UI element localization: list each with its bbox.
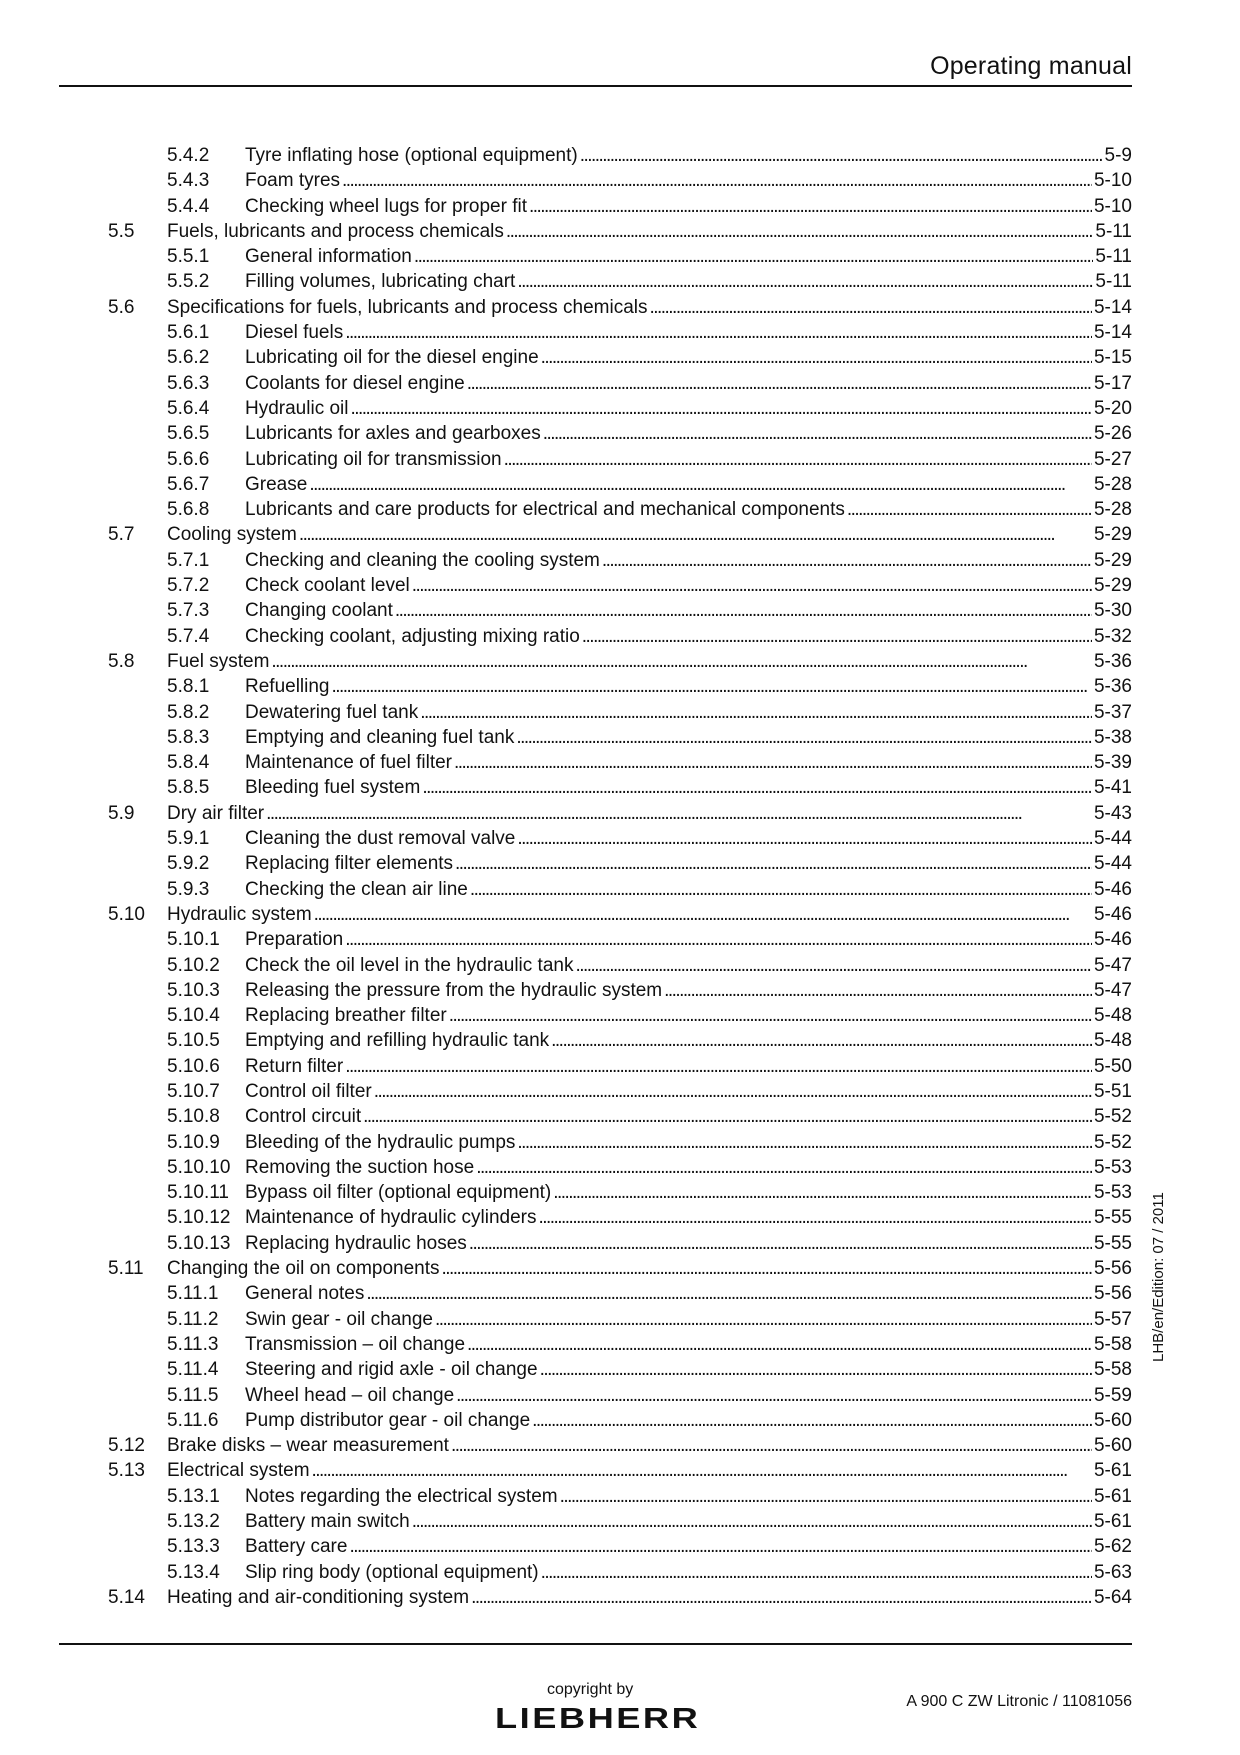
- toc-dot-leader: [412, 573, 1092, 598]
- toc-entry-title: Dewatering fuel tank: [245, 701, 419, 723]
- toc-entry: [0, 421, 1240, 446]
- toc-entry-number: 5.6.5: [167, 423, 210, 445]
- toc-entry-page: 5-43: [1093, 802, 1132, 824]
- toc-entry: [0, 573, 1240, 598]
- toc-entry-title: Battery care: [245, 1536, 348, 1558]
- toc-entry: [0, 1458, 1240, 1483]
- toc-entry-number: 5.6.8: [167, 499, 210, 521]
- toc-entry: [0, 295, 1240, 320]
- toc-entry-title: Hydraulic system: [167, 903, 312, 925]
- footer-divider: [59, 1643, 1132, 1645]
- toc-dot-leader: [454, 750, 1092, 775]
- toc-entry: [0, 345, 1240, 370]
- toc-dot-leader: [266, 801, 1092, 826]
- toc-entry-number: 5.11.6: [167, 1409, 219, 1431]
- toc-entry-page: 5-60: [1093, 1435, 1132, 1457]
- toc-dot-leader: [363, 1104, 1092, 1129]
- toc-entry-title: Fuels, lubricants and process chemicals: [167, 220, 504, 242]
- toc-dot-leader: [553, 1180, 1092, 1205]
- toc-entry-title: General information: [245, 246, 412, 268]
- toc-entry-page: 5-11: [1095, 271, 1132, 293]
- toc-entry-page: 5-28: [1093, 473, 1132, 495]
- toc-dot-leader: [309, 472, 1092, 497]
- toc-dot-leader: [467, 371, 1092, 396]
- toc-entry: [0, 1104, 1240, 1129]
- toc-entry: [0, 219, 1240, 244]
- toc-entry-title: Notes regarding the electrical system: [245, 1485, 558, 1507]
- toc-entry-title: Fuel system: [167, 650, 270, 672]
- toc-entry: [0, 269, 1240, 294]
- toc-dot-leader: [532, 1408, 1092, 1433]
- toc-dot-leader: [476, 1155, 1092, 1180]
- toc-entry: [0, 674, 1240, 699]
- toc-entry: [0, 371, 1240, 396]
- toc-entry-page: 5-29: [1093, 549, 1132, 571]
- toc-entry-page: 5-29: [1093, 524, 1132, 546]
- toc-entry: [0, 1433, 1240, 1458]
- toc-entry: [0, 1130, 1240, 1155]
- liebherr-logo: LIEBHERR: [495, 1703, 701, 1735]
- toc-entry-number: 5.5: [108, 220, 135, 242]
- toc-entry-page: 5-55: [1093, 1207, 1132, 1229]
- toc-entry-number: 5.8.5: [167, 777, 210, 799]
- toc-entry-page: 5-10: [1093, 195, 1132, 217]
- toc-entry-number: 5.10.12: [167, 1207, 231, 1229]
- toc-entry-number: 5.9.1: [167, 828, 210, 850]
- toc-entry-page: 5-41: [1093, 777, 1132, 799]
- toc-entry-title: Lubricating oil for the diesel engine: [245, 347, 539, 369]
- toc-entry: [0, 447, 1240, 472]
- toc-entry: [0, 143, 1240, 168]
- toc-dot-leader: [345, 320, 1092, 345]
- toc-entry-number: 5.6.6: [167, 448, 210, 470]
- toc-entry-page: 5-47: [1093, 954, 1132, 976]
- toc-dot-leader: [366, 1281, 1092, 1306]
- toc-entry-number: 5.13.4: [167, 1561, 220, 1583]
- toc-entry-number: 5.6.2: [167, 347, 210, 369]
- toc-entry-title: Check the oil level in the hydraulic tank: [245, 954, 574, 976]
- toc-entry: [0, 649, 1240, 674]
- toc-entry: [0, 1003, 1240, 1028]
- toc-entry-number: 5.10.10: [167, 1156, 231, 1178]
- toc-dot-leader: [314, 902, 1092, 927]
- toc-entry-page: 5-48: [1093, 1005, 1132, 1027]
- toc-entry-title: Electrical system: [167, 1460, 310, 1482]
- toc-entry-number: 5.10.11: [167, 1182, 229, 1204]
- toc-entry-page: 5-59: [1093, 1384, 1132, 1406]
- toc-entry-title: Bleeding fuel system: [245, 777, 421, 799]
- toc-dot-leader: [350, 396, 1091, 421]
- toc-dot-leader: [506, 219, 1094, 244]
- toc-entry: [0, 1231, 1240, 1256]
- edition-label: LHB/en/Edition: 07 / 2011: [1150, 1192, 1167, 1362]
- toc-entry-page: 5-46: [1093, 878, 1132, 900]
- toc-entry-number: 5.11.2: [167, 1308, 219, 1330]
- toc-dot-leader: [664, 978, 1092, 1003]
- toc-entry-page: 5-48: [1093, 1030, 1132, 1052]
- toc-dot-leader: [540, 1357, 1092, 1382]
- toc-entry-title: Return filter: [245, 1055, 344, 1077]
- toc-entry: [0, 548, 1240, 573]
- toc-entry-number: 5.10.13: [167, 1232, 231, 1254]
- toc-entry-title: Slip ring body (optional equipment): [245, 1561, 539, 1583]
- toc-entry-page: 5-60: [1093, 1409, 1132, 1431]
- toc-entry: [0, 1281, 1240, 1306]
- toc-entry-title: Emptying and cleaning fuel tank: [245, 726, 515, 748]
- toc-entry-number: 5.5.1: [167, 246, 210, 268]
- toc-entry-title: Pump distributor gear - oil change: [245, 1409, 531, 1431]
- toc-entry-title: Grease: [245, 473, 308, 495]
- toc-entry: [0, 168, 1240, 193]
- toc-entry-number: 5.10: [108, 903, 145, 925]
- toc-entry-page: 5-53: [1093, 1182, 1132, 1204]
- toc-dot-leader: [374, 1079, 1092, 1104]
- toc-entry-page: 5-50: [1093, 1055, 1132, 1077]
- toc-entry: [0, 1054, 1240, 1079]
- toc-entry-number: 5.6.3: [167, 372, 210, 394]
- toc-entry-page: 5-56: [1093, 1258, 1132, 1280]
- toc-entry-title: Filling volumes, lubricating chart: [245, 271, 516, 293]
- toc-entry-page: 5-38: [1093, 726, 1132, 748]
- toc-entry: [0, 877, 1240, 902]
- toc-entry-title: Brake disks – wear measurement: [167, 1435, 449, 1457]
- toc-entry-title: Tyre inflating hose (optional equipment): [245, 145, 578, 166]
- toc-dot-leader: [435, 1307, 1092, 1332]
- toc-entry: [0, 624, 1240, 649]
- toc-entry-number: 5.7.2: [167, 575, 210, 597]
- toc-entry: [0, 1357, 1240, 1382]
- toc-entry-number: 5.13.2: [167, 1511, 220, 1533]
- toc-entry-page: 5-27: [1093, 448, 1132, 470]
- toc-entry-title: Changing the oil on components: [167, 1258, 440, 1280]
- toc-dot-leader: [412, 1509, 1092, 1534]
- toc-entry-title: Lubricants for axles and gearboxes: [245, 423, 541, 445]
- toc-dot-leader: [539, 1205, 1092, 1230]
- toc-entry-title: Cleaning the dust removal valve: [245, 828, 516, 850]
- toc-dot-leader: [271, 649, 1092, 674]
- toc-entry-title: Preparation: [245, 929, 344, 951]
- toc-entry-title: Bypass oil filter (optional equipment): [245, 1182, 552, 1204]
- toc-entry-page: 5-52: [1093, 1131, 1132, 1153]
- toc-entry-title: Swin gear - oil change: [245, 1308, 433, 1330]
- toc-dot-leader: [551, 1028, 1092, 1053]
- toc-entry-number: 5.11: [108, 1258, 144, 1280]
- toc-entry-title: Specifications for fuels, lubricants and process chemicals: [167, 296, 648, 318]
- toc-entry: [0, 1534, 1240, 1559]
- toc-dot-leader: [543, 421, 1092, 446]
- toc-entry-number: 5.4.4: [167, 195, 210, 217]
- toc-entry: [0, 1028, 1240, 1053]
- toc-entry-number: 5.10.4: [167, 1005, 220, 1027]
- toc-entry-page: 5-20: [1093, 397, 1132, 419]
- toc-entry-number: 5.13: [108, 1460, 145, 1482]
- toc-entry: [0, 902, 1240, 927]
- toc-entry-number: 5.10.1: [167, 929, 220, 951]
- toc-entry-page: 5-62: [1093, 1536, 1132, 1558]
- toc-entry-page: 5-55: [1093, 1232, 1132, 1254]
- toc-entry-page: 5-17: [1093, 372, 1132, 394]
- toc-dot-leader: [580, 143, 1103, 168]
- toc-entry-title: Control oil filter: [245, 1080, 372, 1102]
- toc-entry-page: 5-46: [1093, 929, 1132, 951]
- toc-dot-leader: [299, 522, 1092, 547]
- toc-dot-leader: [650, 295, 1092, 320]
- toc-entry: [0, 1155, 1240, 1180]
- toc-entry: [0, 522, 1240, 547]
- toc-entry-title: Dry air filter: [167, 802, 265, 824]
- toc-dot-leader: [451, 1433, 1092, 1458]
- toc-entry: [0, 1484, 1240, 1509]
- toc-entry: [0, 1205, 1240, 1230]
- table-of-contents: [0, 143, 1240, 1610]
- toc-entry-number: 5.11.4: [167, 1359, 219, 1381]
- toc-entry: [0, 750, 1240, 775]
- toc-dot-leader: [517, 269, 1093, 294]
- toc-entry-page: 5-44: [1093, 853, 1132, 875]
- toc-entry-title: Transmission – oil change: [245, 1333, 466, 1355]
- toc-entry-title: Coolants for diesel engine: [245, 372, 465, 394]
- toc-entry-page: 5-56: [1093, 1283, 1132, 1305]
- toc-dot-leader: [332, 674, 1092, 699]
- toc-entry-number: 5.7: [108, 524, 135, 546]
- toc-entry-page: 5-52: [1093, 1106, 1132, 1128]
- toc-entry-number: 5.9.2: [167, 853, 210, 875]
- toc-entry-number: 5.8.2: [167, 701, 210, 723]
- toc-entry-page: 5-14: [1093, 296, 1132, 318]
- toc-entry-number: 5.7.1: [167, 549, 210, 571]
- toc-entry-page: 5-64: [1093, 1586, 1132, 1608]
- toc-dot-leader: [449, 1003, 1092, 1028]
- toc-entry-number: 5.10.2: [167, 954, 220, 976]
- toc-dot-leader: [582, 624, 1092, 649]
- toc-entry: [0, 1383, 1240, 1408]
- toc-entry-number: 5.10.8: [167, 1106, 220, 1128]
- toc-entry: [0, 396, 1240, 421]
- toc-entry-title: Steering and rigid axle - oil change: [245, 1359, 538, 1381]
- toc-dot-leader: [471, 1585, 1092, 1610]
- toc-dot-leader: [541, 1560, 1092, 1585]
- toc-entry: [0, 700, 1240, 725]
- toc-entry-title: Refuelling: [245, 676, 330, 698]
- toc-entry-number: 5.6.1: [167, 322, 210, 344]
- toc-dot-leader: [442, 1256, 1092, 1281]
- toc-entry-number: 5.5.2: [167, 271, 210, 293]
- toc-dot-leader: [312, 1458, 1092, 1483]
- toc-entry-page: 5-36: [1093, 650, 1132, 672]
- toc-entry-number: 5.8: [108, 650, 135, 672]
- toc-dot-leader: [414, 244, 1094, 269]
- toc-entry-page: 5-58: [1093, 1359, 1132, 1381]
- toc-entry-title: Checking the clean air line: [245, 878, 468, 900]
- toc-entry-title: Battery main switch: [245, 1511, 410, 1533]
- toc-entry-number: 5.8.1: [167, 676, 210, 698]
- toc-entry-number: 5.6.4: [167, 397, 210, 419]
- toc-dot-leader: [470, 877, 1092, 902]
- toc-dot-leader: [467, 1332, 1092, 1357]
- toc-entry-page: 5-57: [1093, 1308, 1132, 1330]
- toc-entry: [0, 801, 1240, 826]
- toc-entry-page: 5-9: [1104, 145, 1132, 166]
- toc-entry-number: 5.10.6: [167, 1055, 220, 1077]
- toc-entry-title: Cooling system: [167, 524, 297, 546]
- toc-entry-number: 5.4.3: [167, 170, 210, 192]
- toc-entry-title: Checking wheel lugs for proper fit: [245, 195, 527, 217]
- toc-entry: [0, 978, 1240, 1003]
- toc-entry-page: 5-28: [1093, 499, 1132, 521]
- toc-entry-title: Checking and cleaning the cooling system: [245, 549, 600, 571]
- toc-entry-title: Control circuit: [245, 1106, 362, 1128]
- toc-entry-page: 5-15: [1093, 347, 1132, 369]
- toc-entry-number: 5.10.9: [167, 1131, 220, 1153]
- toc-dot-leader: [349, 1534, 1092, 1559]
- toc-entry-page: 5-29: [1093, 575, 1132, 597]
- toc-entry-page: 5-63: [1093, 1561, 1132, 1583]
- toc-entry-number: 5.13.3: [167, 1536, 220, 1558]
- toc-dot-leader: [541, 345, 1092, 370]
- toc-entry: [0, 953, 1240, 978]
- toc-entry-number: 5.7.3: [167, 600, 210, 622]
- toc-entry-title: Changing coolant: [245, 600, 393, 622]
- toc-entry-page: 5-32: [1093, 625, 1132, 647]
- toc-entry-number: 5.6: [108, 296, 135, 318]
- toc-dot-leader: [602, 548, 1092, 573]
- toc-entry-number: 5.11.5: [167, 1384, 219, 1406]
- toc-entry: [0, 826, 1240, 851]
- toc-entry-title: Bleeding of the hydraulic pumps: [245, 1131, 516, 1153]
- toc-dot-leader: [422, 775, 1092, 800]
- toc-entry-number: 5.7.4: [167, 625, 210, 647]
- toc-entry-number: 5.6.7: [167, 473, 210, 495]
- toc-entry-title: Check coolant level: [245, 575, 410, 597]
- toc-entry-page: 5-14: [1093, 322, 1132, 344]
- toc-entry-title: General notes: [245, 1283, 365, 1305]
- toc-entry: [0, 1256, 1240, 1281]
- toc-entry-page: 5-36: [1093, 676, 1132, 698]
- toc-entry-page: 5-10: [1093, 170, 1132, 192]
- toc-dot-leader: [456, 1383, 1092, 1408]
- toc-entry-page: 5-44: [1093, 828, 1132, 850]
- toc-entry: [0, 1509, 1240, 1534]
- toc-entry-title: Removing the suction hose: [245, 1156, 475, 1178]
- toc-dot-leader: [455, 851, 1092, 876]
- toc-entry: [0, 1180, 1240, 1205]
- toc-entry-page: 5-61: [1093, 1485, 1132, 1507]
- toc-entry-page: 5-61: [1093, 1460, 1132, 1482]
- toc-dot-leader: [847, 497, 1092, 522]
- toc-entry-number: 5.11.1: [167, 1283, 219, 1305]
- toc-entry: [0, 725, 1240, 750]
- toc-dot-leader: [469, 1231, 1092, 1256]
- toc-entry-number: 5.14: [108, 1586, 145, 1608]
- toc-entry-number: 5.12: [108, 1435, 145, 1457]
- toc-entry-title: Foam tyres: [245, 170, 341, 192]
- toc-entry: [0, 851, 1240, 876]
- toc-dot-leader: [560, 1484, 1092, 1509]
- toc-entry-title: Releasing the pressure from the hydraulic system: [245, 979, 663, 1001]
- toc-entry-page: 5-39: [1093, 752, 1132, 774]
- toc-dot-leader: [529, 194, 1092, 219]
- toc-entry-title: Hydraulic oil: [245, 397, 349, 419]
- toc-entry-number: 5.8.3: [167, 726, 210, 748]
- toc-entry: [0, 598, 1240, 623]
- toc-dot-leader: [395, 598, 1092, 623]
- toc-entry-page: 5-51: [1093, 1080, 1132, 1102]
- toc-entry-title: Lubricating oil for transmission: [245, 448, 502, 470]
- toc-dot-leader: [575, 953, 1092, 978]
- toc-dot-leader: [345, 1054, 1092, 1079]
- header-divider: [59, 85, 1132, 87]
- page-header-title: Operating manual: [930, 52, 1132, 80]
- toc-dot-leader: [504, 447, 1092, 472]
- toc-entry-title: Replacing filter elements: [245, 853, 454, 875]
- toc-entry-page: 5-26: [1093, 423, 1132, 445]
- toc-entry-title: Replacing hydraulic hoses: [245, 1232, 467, 1254]
- toc-entry-page: 5-53: [1093, 1156, 1132, 1178]
- toc-entry: [0, 194, 1240, 219]
- toc-entry: [0, 1079, 1240, 1104]
- toc-entry-page: 5-58: [1093, 1333, 1132, 1355]
- toc-entry-number: 5.10.5: [167, 1030, 220, 1052]
- toc-entry-page: 5-11: [1095, 246, 1132, 268]
- toc-entry-title: Lubricants and care products for electrical and mechanical components: [245, 499, 845, 521]
- document-id: A 900 C ZW Litronic / 11081056: [906, 1693, 1132, 1710]
- toc-entry-page: 5-47: [1093, 979, 1132, 1001]
- toc-dot-leader: [517, 1130, 1092, 1155]
- toc-entry-title: Wheel head – oil change: [245, 1384, 455, 1406]
- toc-dot-leader: [420, 700, 1092, 725]
- toc-entry: [0, 1332, 1240, 1357]
- toc-dot-leader: [342, 168, 1092, 193]
- toc-entry: [0, 1585, 1240, 1610]
- toc-entry: [0, 927, 1240, 952]
- toc-dot-leader: [517, 826, 1092, 851]
- toc-dot-leader: [345, 927, 1092, 952]
- toc-entry-page: 5-11: [1095, 220, 1132, 242]
- toc-entry-page: 5-46: [1093, 903, 1132, 925]
- toc-entry-number: 5.10.7: [167, 1080, 220, 1102]
- toc-entry: [0, 1408, 1240, 1433]
- toc-entry-number: 5.11.3: [167, 1333, 219, 1355]
- toc-entry-title: Replacing breather filter: [245, 1005, 447, 1027]
- toc-entry-title: Checking coolant, adjusting mixing ratio: [245, 625, 580, 647]
- toc-entry-title: Emptying and refilling hydraulic tank: [245, 1030, 550, 1052]
- toc-entry-page: 5-30: [1093, 600, 1132, 622]
- toc-entry-number: 5.10.3: [167, 979, 220, 1001]
- toc-entry-number: 5.13.1: [167, 1485, 220, 1507]
- toc-entry: [0, 320, 1240, 345]
- toc-entry: [0, 244, 1240, 269]
- toc-entry-title: Heating and air-conditioning system: [167, 1586, 470, 1608]
- toc-entry-title: Diesel fuels: [245, 322, 344, 344]
- toc-entry-number: 5.4.2: [167, 145, 210, 166]
- toc-entry-number: 5.8.4: [167, 752, 210, 774]
- toc-entry-number: 5.9.3: [167, 878, 210, 900]
- toc-entry-title: Maintenance of hydraulic cylinders: [245, 1207, 537, 1229]
- toc-entry-number: 5.9: [108, 802, 135, 824]
- toc-entry: [0, 472, 1240, 497]
- toc-entry-page: 5-37: [1093, 701, 1132, 723]
- toc-entry: [0, 497, 1240, 522]
- copyright-label: copyright by: [547, 1681, 634, 1698]
- toc-dot-leader: [516, 725, 1092, 750]
- toc-entry-page: 5-61: [1093, 1511, 1132, 1533]
- toc-entry-title: Maintenance of fuel filter: [245, 752, 453, 774]
- toc-entry: [0, 1560, 1240, 1585]
- toc-entry: [0, 775, 1240, 800]
- toc-entry: [0, 1307, 1240, 1332]
